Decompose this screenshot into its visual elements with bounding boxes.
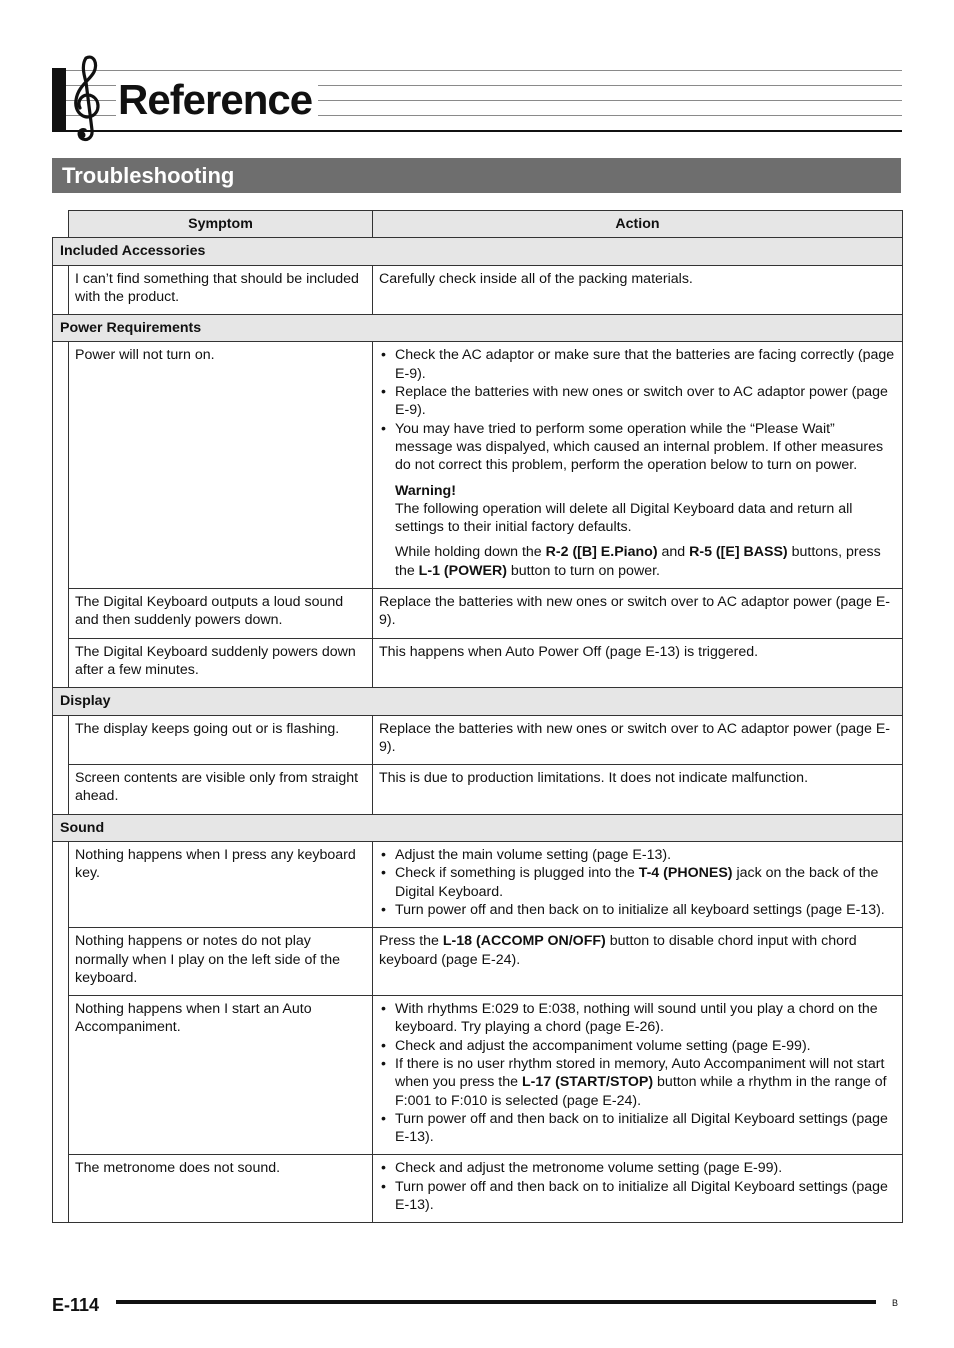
row-gutter [53,765,69,815]
row-gutter [53,589,69,639]
list-item: • Turn power off and then back on to initialize all Digital Keyboard settings (page E-13). [379,1110,896,1147]
instruction-text: and [657,544,690,561]
table-row [53,1155,903,1223]
action-cell [373,996,903,1155]
footer-code: B [892,1298,899,1308]
troubleshooting-table [52,210,903,1223]
instruction-text: buttons, press the [395,544,881,579]
symptom-column-header: Symptom [69,211,373,238]
list-item: • Check the AC adaptor or make sure that the batteries are facing correctly (page E-9). [379,346,896,383]
warning-title: Warning! [395,482,456,499]
symptom-cell: Nothing happens or notes do not play normally when I play on the left side of the keyboard. [69,928,373,996]
instruction-text: button to turn on power. [506,562,660,579]
symptom-cell: The display keeps going out or is flashing. [69,715,373,765]
row-gutter [53,715,69,765]
row-gutter [53,1155,69,1223]
action-bullet-list [379,346,896,474]
category-row [53,688,903,715]
reset-instruction [379,543,896,580]
button-ref: L-1 (POWER) [418,562,507,579]
row-gutter [53,342,69,589]
staff-bottom-rule [66,130,902,132]
section-heading: Troubleshooting [52,158,901,193]
list-item: • You may have tried to perform some operation while the “Please Wait” message was dispalyed, which caused an internal problem. If other measures do not correct this problem, perform the operation below to turn on power. [379,420,896,475]
table-row [53,996,903,1155]
button-ref: L-18 (ACCOMP ON/OFF) [442,933,606,950]
instruction-text: jack on the back of the Digital Keyboard. [395,865,879,900]
symptom-cell: Screen contents are visible only from straight ahead. [69,765,373,815]
table-row [53,715,903,765]
table-row [53,589,903,639]
instruction-text: If there is no user rhythm stored in memory, Auto Accompaniment will not start when you press the [395,1055,885,1091]
instruction-text: Press the [379,933,443,950]
symptom-cell: The metronome does not sound. [69,1155,373,1223]
action-bullet-list [379,1000,896,1146]
list-item [379,864,896,901]
category-display: Display [53,688,903,715]
footer-rule [116,1300,876,1304]
warning-block [379,482,896,537]
table-header-row [53,211,903,238]
page-title: Reference [116,76,318,124]
list-item: • Turn power off and then back on to initialize all Digital Keyboard settings (page E-13). [379,1178,896,1215]
action-column-header: Action [373,211,903,238]
button-ref: R-2 ([B] E.Piano) [545,544,658,561]
category-included-accessories: Included Accessories [53,238,903,265]
action-cell: Replace the batteries with new ones or switch over to AC adaptor power (page E-9). [373,715,903,765]
button-ref: L-17 (START/STOP) [521,1074,654,1091]
category-row [53,238,903,265]
list-item [379,1055,896,1110]
action-cell: This happens when Auto Power Off (page E-13) is triggered. [373,638,903,688]
list-item: • Check and adjust the metronome volume setting (page E-99). [379,1159,896,1177]
row-gutter [53,996,69,1155]
button-ref: R-5 ([E] BASS) [689,544,788,561]
instruction-text: button while a rhythm in the range of F:001 to F:010 is selected (page E-24). [395,1074,887,1109]
action-cell [373,842,903,928]
row-gutter [53,928,69,996]
button-ref: T-4 (PHONES) [638,865,733,882]
instruction-text: While holding down the [395,544,546,561]
instruction-text: Check if something is plugged into the [395,865,639,882]
table-row [53,265,903,315]
list-item: • Check and adjust the accompaniment volume setting (page E-99). [379,1037,896,1055]
symptom-cell: The Digital Keyboard outputs a loud sound and then suddenly powers down. [69,589,373,639]
symptom-cell: Nothing happens when I start an Auto Accompaniment. [69,996,373,1155]
row-gutter [53,638,69,688]
category-power-requirements: Power Requirements [53,315,903,342]
list-item: • Adjust the main volume setting (page E-13). [379,846,896,864]
action-cell: This is due to production limitations. It does not indicate malfunction. [373,765,903,815]
symptom-cell: I can’t find something that should be included with the product. [69,265,373,315]
table-row [53,765,903,815]
table-row [53,928,903,996]
category-row [53,315,903,342]
action-cell: Carefully check inside all of the packing materials. [373,265,903,315]
action-bullet-list [379,846,896,919]
chapter-header [52,68,902,134]
row-gutter [53,265,69,315]
staff-line [66,70,902,71]
symptom-cell: The Digital Keyboard suddenly powers down after a few minutes. [69,638,373,688]
row-gutter [53,842,69,928]
table-row [53,842,903,928]
instruction-text: button to disable chord input with chord keyboard (page E-24). [379,933,857,968]
list-item: • With rhythms E:029 to E:038, nothing will sound until you play a chord on the keyboard. Try playing a chord (page E-26). [379,1000,896,1037]
list-item: • Turn power off and then back on to initialize all keyboard settings (page E-13). [379,901,896,919]
treble-clef-icon [62,52,108,144]
list-item: • Replace the batteries with new ones or switch over to AC adaptor power (page E-9). [379,383,896,420]
action-cell: Replace the batteries with new ones or switch over to AC adaptor power (page E-9). [373,589,903,639]
header-corner [53,211,69,238]
action-bullet-list [379,1159,896,1214]
action-cell [373,928,903,996]
page-number: E-114 [52,1295,100,1315]
symptom-cell: Power will not turn on. [69,342,373,589]
table-row [53,342,903,589]
table-row [53,638,903,688]
warning-text: The following operation will delete all Digital Keyboard data and return all settings to their initial factory defaults. [395,500,853,536]
category-row [53,814,903,841]
symptom-cell: Nothing happens when I press any keyboard key. [69,842,373,928]
action-cell [373,342,903,589]
category-sound: Sound [53,814,903,841]
action-cell [373,1155,903,1223]
